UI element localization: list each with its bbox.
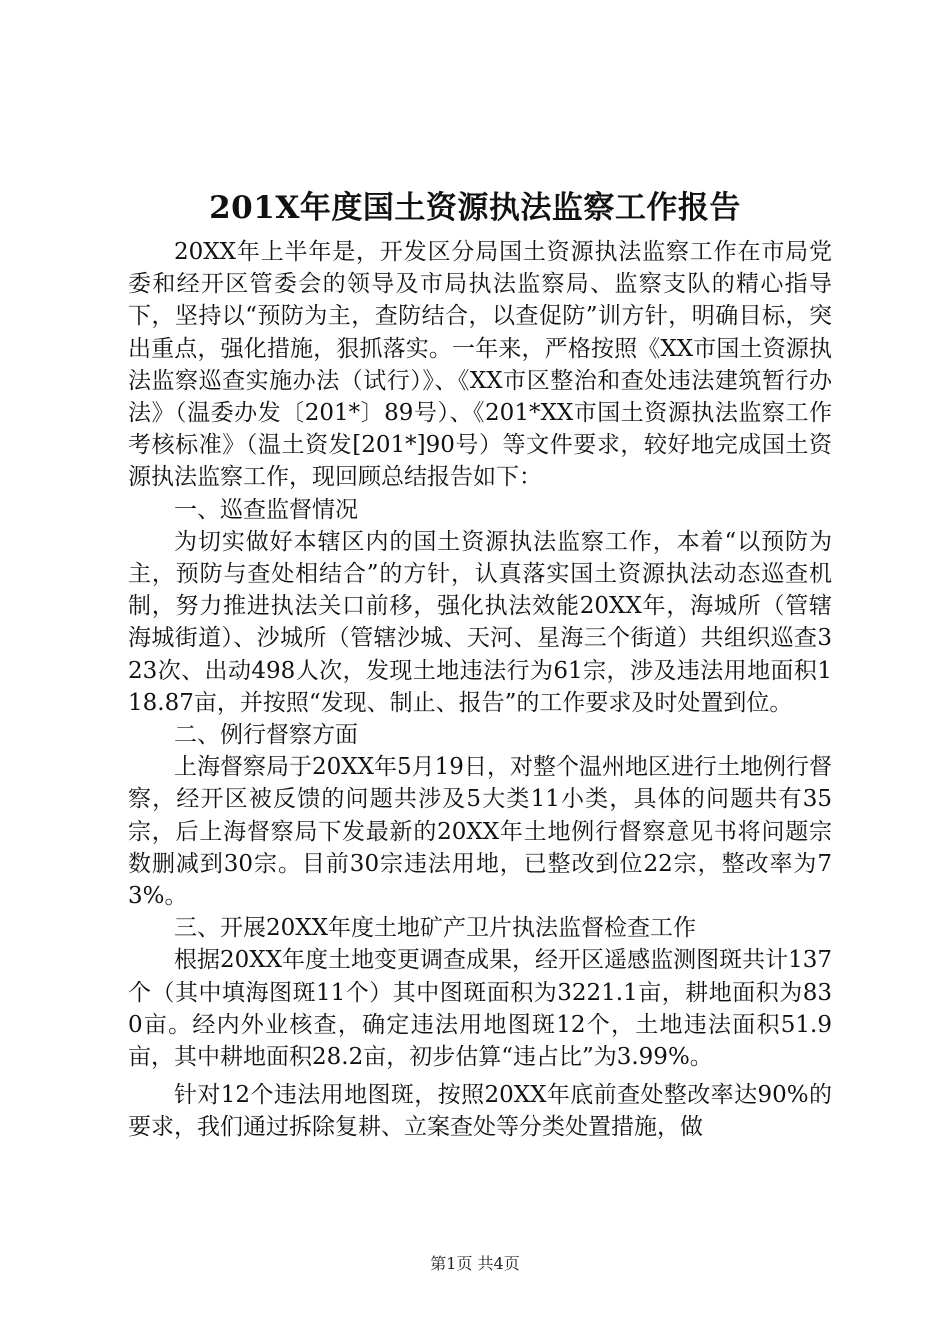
patrol-paragraph: 为切实做好本辖区内的国土资源执法监察工作，本着“以预防为主，预防与查处相结合”的方针，认真落实国土资源执法动态巡查机制，努力推进执法关口前移，强化执法效能20XX年，海城所（管辖海城街道）、沙城所（管辖沙城、天河、星海三个街道）共组织巡查323次、出动498人次，发现土地违法行为61宗，涉及违法用地面积118.87亩，并按照“发现、制止、报告”的工作要求及时处置到位。 <box>128 528 832 716</box>
satellite-inspection-paragraph: 根据20XX年度土地变更调查成果，经开区遥感监测图斑共计137个（其中填海图斑11个）其中图斑面积为3221.1亩，耕地面积为830亩。经内外业核查，确定违法用地图斑12个，土地违法面积51.9亩，其中耕地面积28.2亩，初步估算“违占比”为3.99%。 <box>128 947 832 1071</box>
routine-inspection-paragraph: 上海督察局于20XX年5月19日，对整个温州地区进行土地例行督察，经开区被反馈的问题共涉及5大类11小类，具体的问题共有35宗，后上海督察局下发最新的20XX年土地例行督察意见书将问题宗数删减到30宗。目前30宗违法用地，已整改到位22宗，整改率为73%。 <box>128 754 832 910</box>
page-footer: 第1页 共4页 <box>430 1254 520 1273</box>
intro-paragraph: 20XX年上半年是，开发区分局国土资源执法监察工作在市局党委和经开区管委会的领导及市局执法监察局、监察支队的精心指导下，坚持以“预防为主，查防结合，以查促防”训方针，明确目标，突出重点，强化措施，狠抓落实。一年来，严格按照《XX市国土资源执法监察巡查实施办法（试行）》、《XX市区整治和查处违法建筑暂行办法》（温委办发〔201*〕89号）、《201*XX市国土资源执法监察工作考核标准》（温土资发[201*]90号）等文件要求，较好地完成国土资源执法监察工作，现回顾总结报告如下： <box>128 239 832 491</box>
section-heading-satellite-inspection: 三、开展20XX年度土地矿产卫片执法监督检查工作 <box>174 915 697 942</box>
document-title: 201X年度国土资源执法监察工作报告 <box>209 190 741 226</box>
document-body <box>128 236 832 1144</box>
section-heading-patrol: 一、巡查监督情况 <box>174 496 358 523</box>
rectification-paragraph: 针对12个违法用地图斑，按照20XX年底前查处整改率达90%的要求，我们通过拆除复耕、立案查处等分类处置措施，做 <box>128 1082 832 1141</box>
section-heading-routine-inspection: 二、例行督察方面 <box>174 722 358 749</box>
